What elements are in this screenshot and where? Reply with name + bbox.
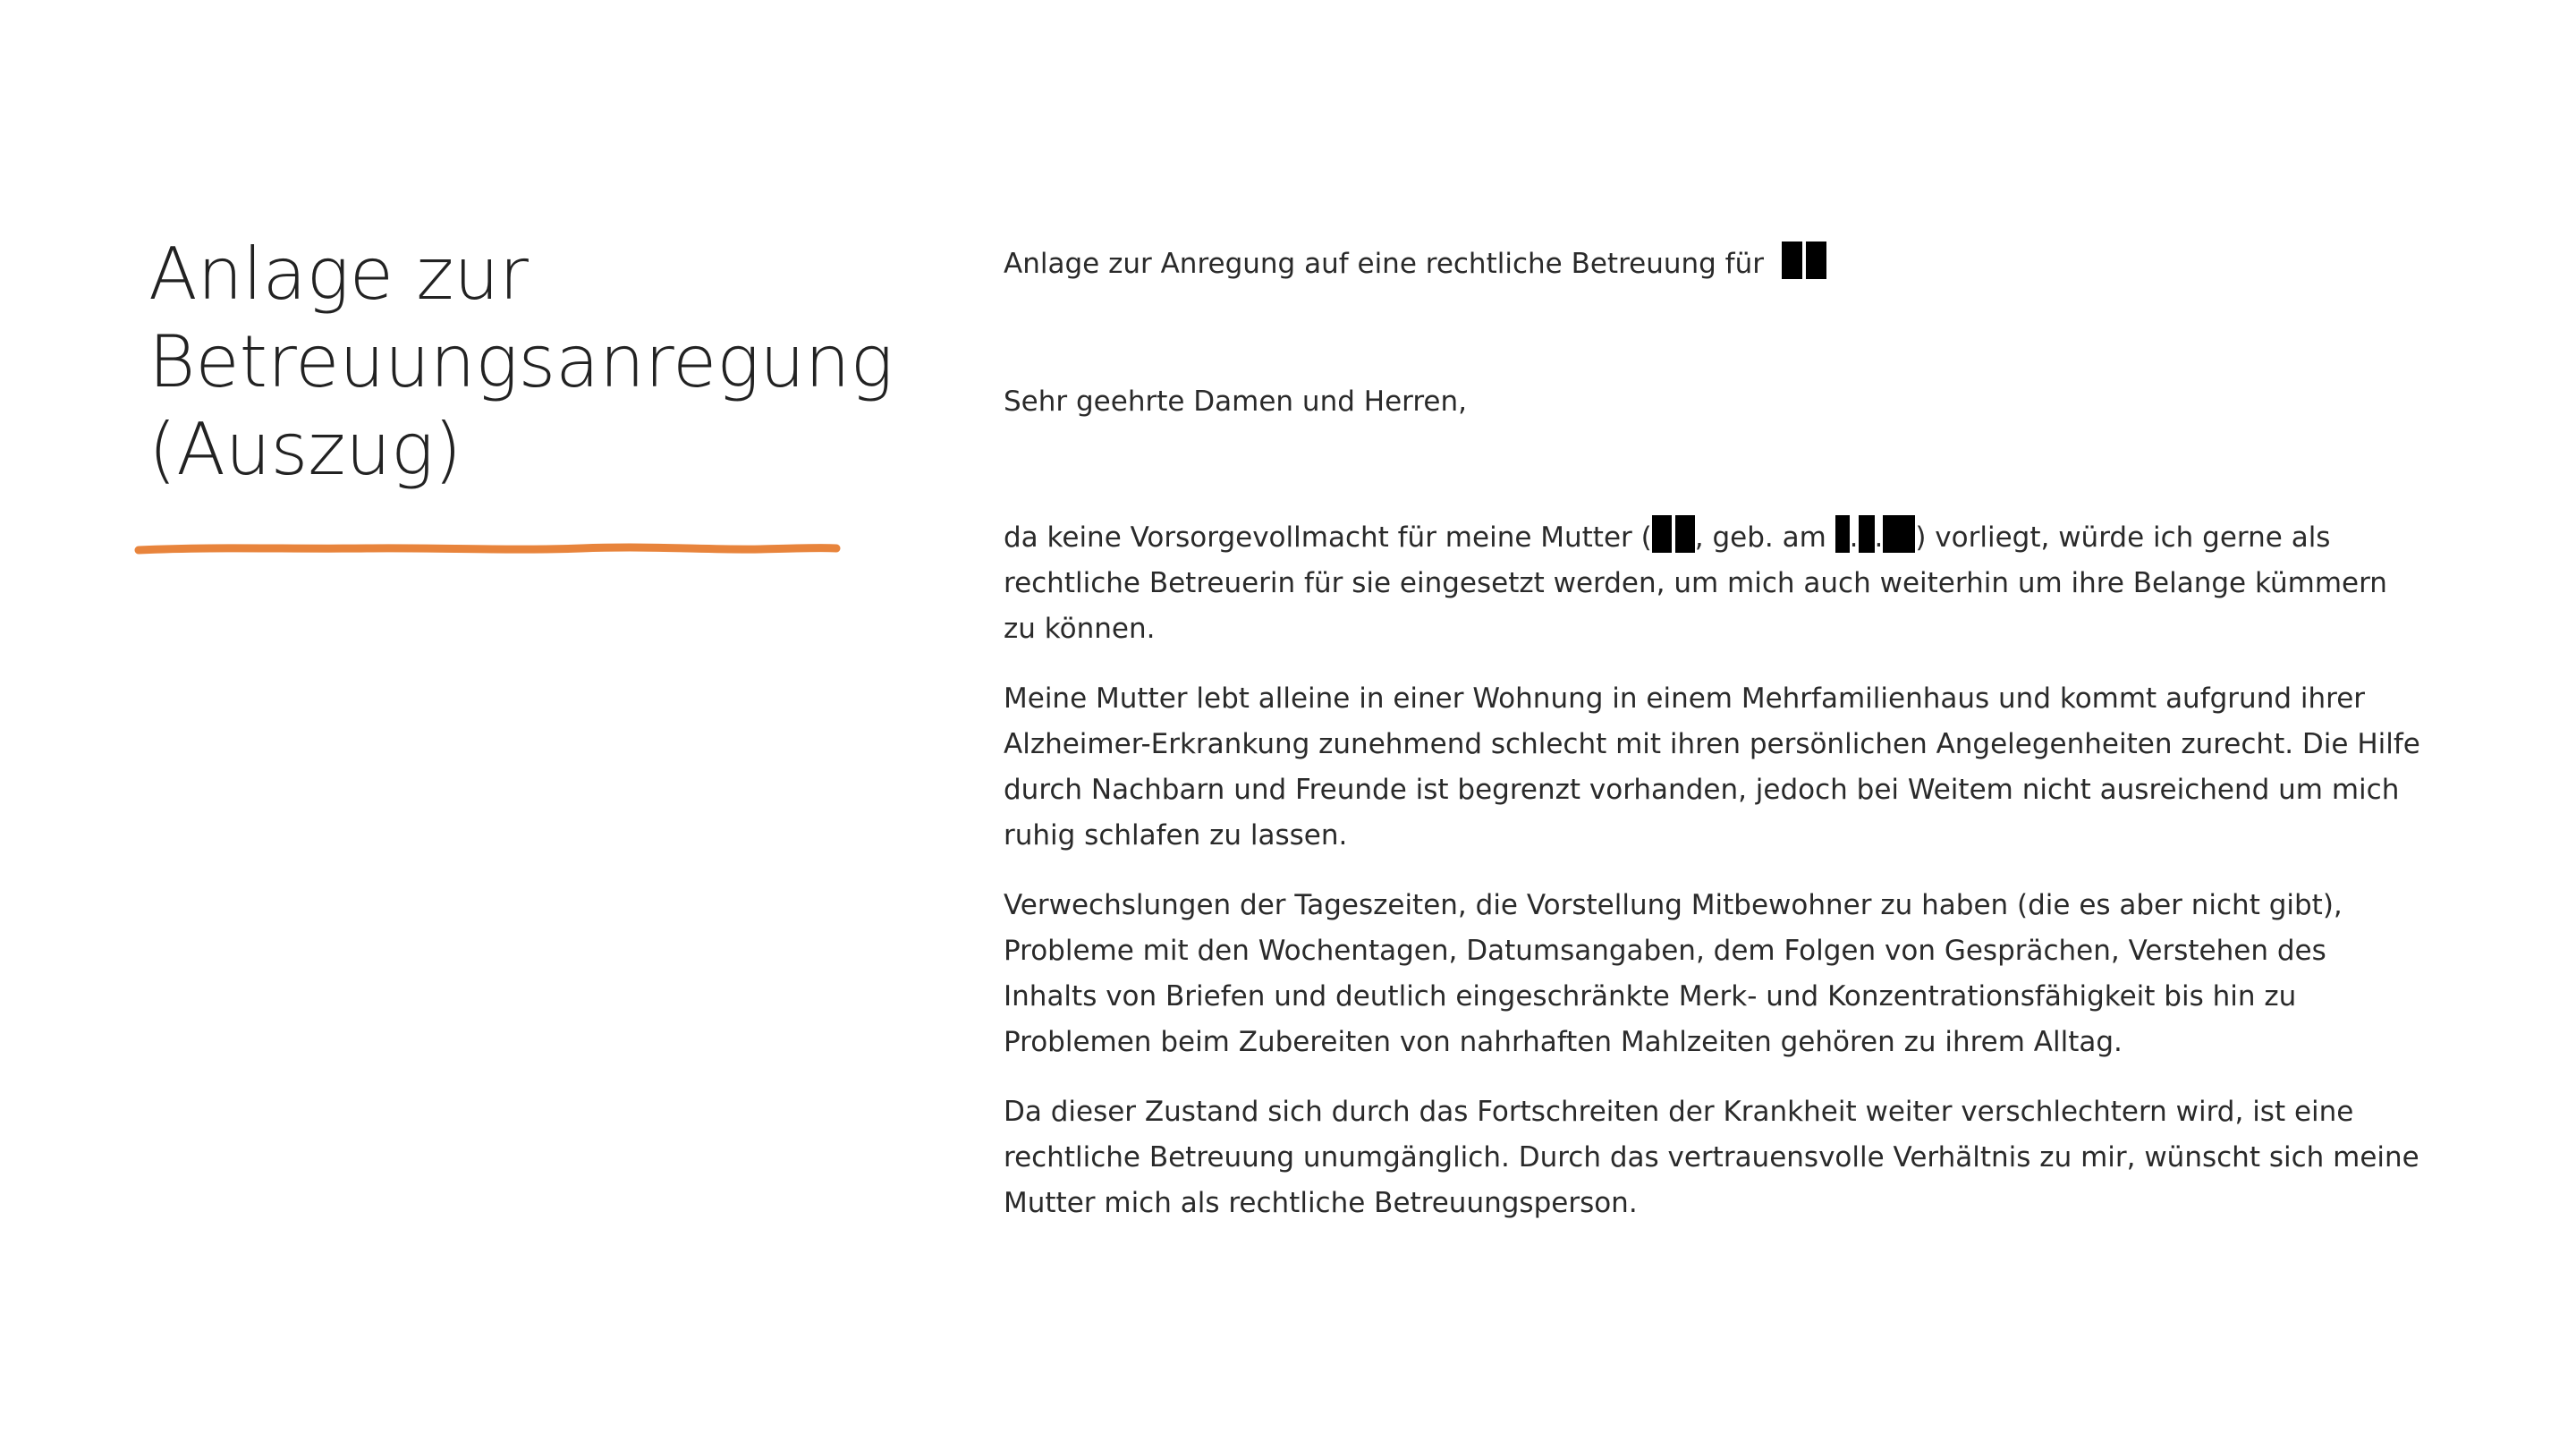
paragraph-line: ruhig schlafen zu lassen. (1004, 819, 1348, 852)
redaction-block (1782, 242, 1802, 279)
paragraph-line: Problemen beim Zubereiten von nahrhaften Mahlzeiten gehören zu ihrem Alltag. (1004, 1026, 2123, 1058)
paragraph (1004, 1089, 2435, 1226)
paragraph-line: durch Nachbarn und Freunde ist begrenzt vorhanden, jedoch bei Weitem nicht ausreichend um mich (1004, 774, 2400, 806)
paragraph (1004, 883, 2435, 1065)
redaction-block (1835, 515, 1850, 553)
paragraph (1004, 515, 2435, 652)
paragraph-line: Inhalts von Briefen und deutlich eingeschränkte Merk- und Konzentrationsfähigkeit bis hin zu (1004, 980, 2297, 1013)
slide-title-line: Betreuungsanregung (148, 320, 894, 403)
redaction-block (1859, 515, 1875, 553)
paragraph-line: Da dieser Zustand sich durch das Fortschreiten der Krankheit weiter verschlechtern wird, ist eine (1004, 1096, 2354, 1128)
paragraph-line: Probleme mit den Wochentagen, Datumsangaben, dem Folgen von Gesprächen, Verstehen des (1004, 935, 2326, 967)
title-underline-stroke (134, 538, 841, 560)
document-heading-text: Anlage zur Anregung auf eine rechtliche Betreuung für (1004, 248, 1764, 280)
paragraph-line: Verwechslungen der Tageszeiten, die Vorstellung Mitbewohner zu haben (die es aber nicht gibt), (1004, 889, 2343, 921)
salutation: Sehr geehrte Damen und Herren, (1004, 386, 1467, 418)
slide-title-line: (Auszug) (148, 408, 462, 491)
paragraph-line: Alzheimer-Erkrankung zunehmend schlecht mit ihren persönlichen Angelegenheiten zurecht. Die Hilfe (1004, 728, 2420, 760)
paragraph-line: Mutter mich als rechtliche Betreuungsperson. (1004, 1187, 1638, 1219)
slide-title (148, 231, 936, 494)
paragraph-line: zu können. (1004, 613, 1156, 645)
document-heading (1004, 237, 2435, 291)
redaction-block (1652, 515, 1672, 553)
paragraph-line: rechtliche Betreuung unumgänglich. Durch das vertrauensvolle Verhältnis zu mir, wünscht sich meine (1004, 1141, 2419, 1174)
paragraph-line: da keine Vorsorgevollmacht für meine Mutter ( , geb. am . . ) vorliegt, würde ich gerne als (1004, 515, 2435, 561)
paragraph-line: Meine Mutter lebt alleine in einer Wohnung in einem Mehrfamilienhaus und kommt aufgrund ihrer (1004, 682, 2366, 715)
redaction-block (1675, 515, 1695, 553)
document-excerpt (1004, 237, 2435, 1226)
paragraph (1004, 676, 2435, 859)
redaction-block (1883, 515, 1915, 553)
slide-title-line: Anlage zur (148, 233, 529, 316)
redaction-block (1806, 242, 1826, 279)
paragraph-line: rechtliche Betreuerin für sie eingesetzt werden, um mich auch weiterhin um ihre Belange kümmern (1004, 567, 2387, 599)
